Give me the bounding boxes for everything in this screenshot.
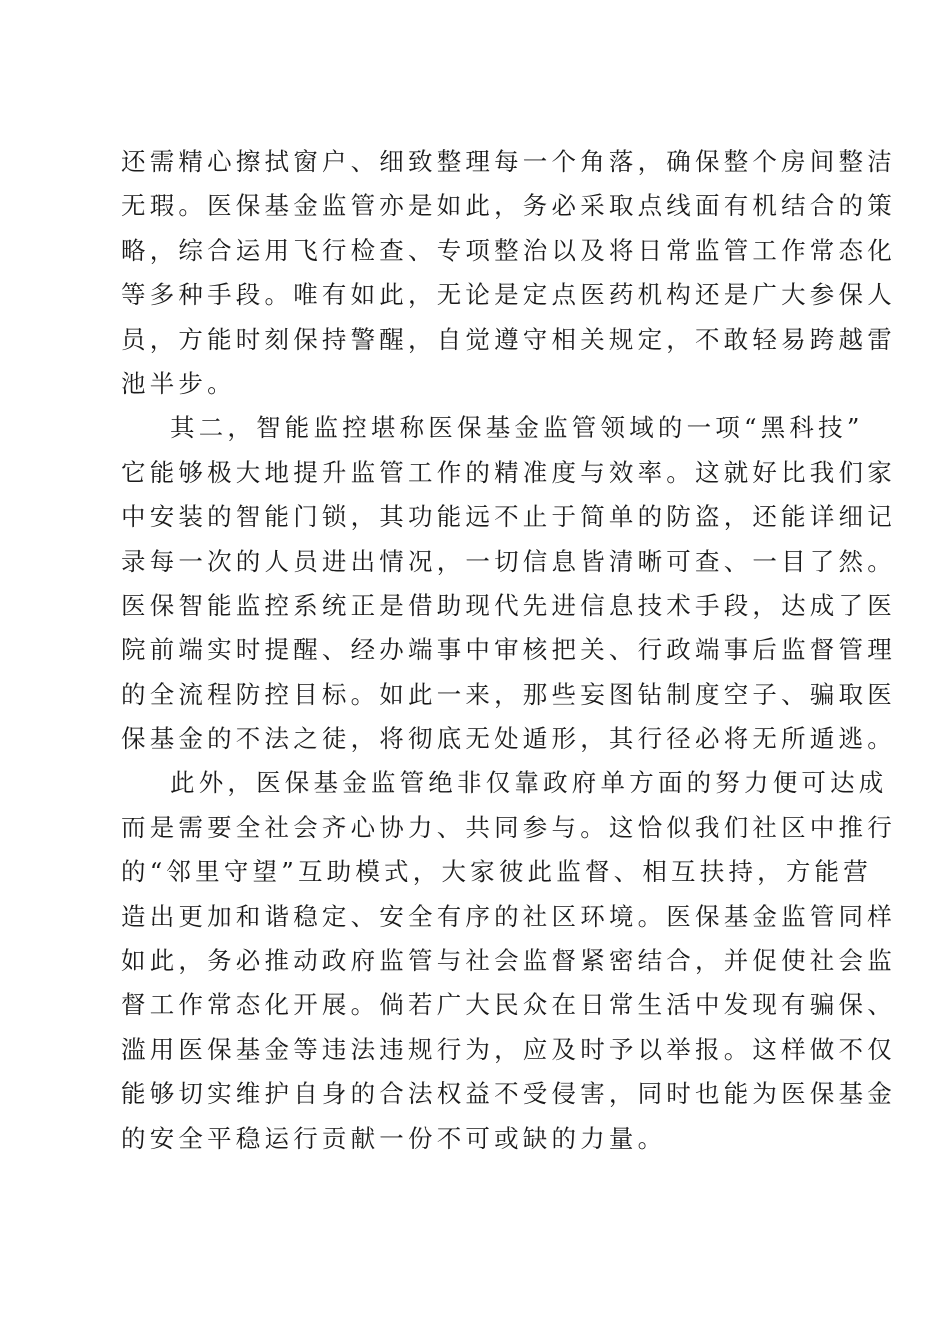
paragraph-line: 录每一次的人员进出情况，一切信息皆清晰可查、一目了然。 [121,546,896,576]
paragraph-3 [121,761,896,1161]
paragraph-line: 它能够极大地提升监管工作的精准度与效率。这就好比我们家 [121,457,896,487]
paragraph-line: 无瑕。医保基金监管亦是如此，务必采取点线面有机结合的策 [121,191,896,221]
paragraph-line: 其二，智能监控堪称医保基金监管领域的一项“黑科技” [170,413,864,443]
paragraph-line: 的“邻里守望”互助模式，大家彼此监督、相互扶持，方能营 [121,857,872,887]
paragraph-line: 医保智能监控系统正是借助现代先进信息技术手段，达成了医 [121,590,896,620]
paragraph-line: 能够切实维护自身的合法权益不受侵害，同时也能为医保基金 [121,1079,896,1109]
paragraph-line: 保基金的不法之徒，将彻底无处遁形，其行径必将无所遁逃。 [121,724,896,754]
document-body [121,140,896,1161]
paragraph-line: 等多种手段。唯有如此，无论是定点医药机构还是广大参保人 [121,280,896,310]
paragraph-line: 督工作常态化开展。倘若广大民众在日常生活中发现有骗保、 [121,990,896,1020]
paragraph-line: 池半步。 [121,368,236,398]
paragraph-line: 滥用医保基金等违法违规行为，应及时予以举报。这样做不仅 [121,1034,896,1064]
paragraph-line: 中安装的智能门锁，其功能远不止于简单的防盗，还能详细记 [121,502,896,532]
paragraph-line: 的安全平稳运行贡献一份不可或缺的力量。 [121,1123,667,1153]
paragraph-line: 院前端实时提醒、经办端事中审核把关、行政端事后监督管理 [121,635,896,665]
paragraph-line: 如此，务必推动政府监管与社会监督紧密结合，并促使社会监 [121,946,896,976]
paragraph-line: 此外，医保基金监管绝非仅靠政府单方面的努力便可达成 [170,768,888,798]
paragraph-line: 而是需要全社会齐心协力、共同参与。这恰似我们社区中推行 [121,812,896,842]
paragraph-line: 还需精心擦拭窗户、细致整理每一个角落，确保整个房间整洁 [121,147,896,176]
paragraph-line: 的全流程防控目标。如此一来，那些妄图钻制度空子、骗取医 [121,679,896,709]
paragraph-2 [121,406,896,761]
paragraph-line: 造出更加和谐稳定、安全有序的社区环境。医保基金监管同样 [121,901,896,931]
paragraph-1 [121,140,896,406]
paragraph-line: 略，综合运用飞行检查、专项整治以及将日常监管工作常态化 [121,235,896,265]
paragraph-line: 员，方能时刻保持警醒，自觉遵守相关规定，不敢轻易跨越雷 [121,324,896,354]
